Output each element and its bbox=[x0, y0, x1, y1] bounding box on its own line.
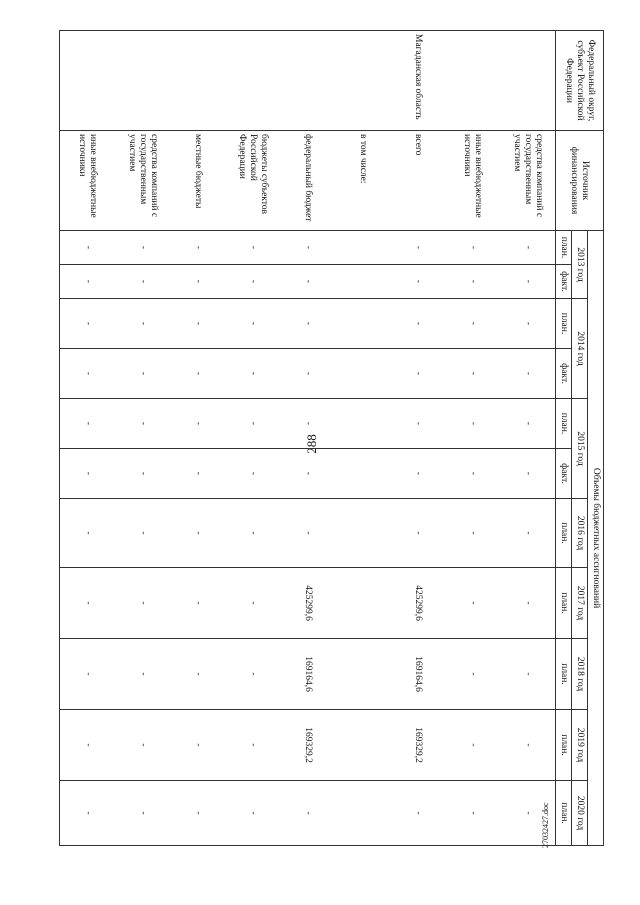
cell-value: - bbox=[225, 399, 280, 449]
cell-value: - bbox=[60, 299, 116, 349]
cell-value: - bbox=[115, 639, 170, 710]
table-row bbox=[445, 31, 500, 846]
cell-region bbox=[500, 31, 556, 131]
cell-value: 169164,6 bbox=[280, 639, 335, 710]
cell-value bbox=[335, 299, 390, 349]
cell-source: федеральный бюджет bbox=[280, 131, 335, 231]
cell-value: - bbox=[390, 231, 445, 265]
header-2014-plan: план. bbox=[556, 299, 572, 349]
cell-source: средства компаний с государственным участием bbox=[115, 131, 170, 231]
page-number: 288 bbox=[304, 434, 319, 454]
header-source: Источник финансирования bbox=[556, 131, 604, 231]
cell-value: - bbox=[500, 568, 556, 639]
cell-value: - bbox=[115, 499, 170, 568]
cell-value: - bbox=[280, 449, 335, 499]
cell-value: - bbox=[60, 265, 116, 299]
cell-value bbox=[335, 499, 390, 568]
cell-region bbox=[170, 31, 225, 131]
cell-region bbox=[115, 31, 170, 131]
cell-value: - bbox=[500, 710, 556, 781]
cell-source: иные внебюджетные источники bbox=[445, 131, 500, 231]
footer-doc-id: 27032427.doc bbox=[541, 802, 550, 848]
cell-value bbox=[335, 399, 390, 449]
cell-value: - bbox=[225, 499, 280, 568]
cell-value: - bbox=[390, 781, 445, 846]
cell-value: - bbox=[170, 299, 225, 349]
cell-value: - bbox=[115, 231, 170, 265]
cell-value: - bbox=[115, 781, 170, 846]
cell-value: - bbox=[280, 499, 335, 568]
cell-value: - bbox=[170, 639, 225, 710]
cell-value: - bbox=[115, 299, 170, 349]
header-year-2014: 2014 год bbox=[572, 299, 588, 399]
header-year-2018: 2018 год bbox=[572, 639, 588, 710]
header-year-2015: 2015 год bbox=[572, 399, 588, 499]
header-2020-plan: план. bbox=[556, 781, 572, 846]
cell-value: - bbox=[280, 399, 335, 449]
cell-source: местные бюджеты bbox=[170, 131, 225, 231]
cell-source: иные внебюджетные источники bbox=[60, 131, 116, 231]
cell-value: - bbox=[60, 781, 116, 846]
cell-value: - bbox=[445, 299, 500, 349]
cell-value: - bbox=[115, 399, 170, 449]
cell-value bbox=[335, 639, 390, 710]
header-2013-plan: план. bbox=[556, 231, 572, 265]
cell-value: - bbox=[390, 399, 445, 449]
cell-value: - bbox=[170, 710, 225, 781]
cell-value: - bbox=[280, 781, 335, 846]
cell-region bbox=[335, 31, 390, 131]
cell-value: - bbox=[170, 265, 225, 299]
table-row bbox=[170, 31, 225, 846]
header-2014-fact: факт. bbox=[556, 349, 572, 399]
cell-value: - bbox=[60, 449, 116, 499]
cell-value: - bbox=[60, 349, 116, 399]
cell-value: - bbox=[115, 710, 170, 781]
header-year-2019: 2019 год bbox=[572, 710, 588, 781]
cell-value: - bbox=[445, 710, 500, 781]
cell-value: - bbox=[115, 265, 170, 299]
cell-value: 425299,6 bbox=[280, 568, 335, 639]
cell-value: - bbox=[60, 710, 116, 781]
cell-value: - bbox=[115, 449, 170, 499]
budget-table bbox=[59, 30, 604, 846]
table-row bbox=[115, 31, 170, 846]
cell-value: - bbox=[170, 499, 225, 568]
table-row bbox=[335, 31, 390, 846]
cell-value: - bbox=[280, 231, 335, 265]
cell-value: - bbox=[60, 231, 116, 265]
cell-value: - bbox=[60, 639, 116, 710]
cell-value bbox=[335, 349, 390, 399]
header-year-2013: 2013 год bbox=[572, 231, 588, 299]
cell-value: - bbox=[115, 568, 170, 639]
cell-value: - bbox=[445, 349, 500, 399]
cell-value: - bbox=[280, 349, 335, 399]
header-2013-fact: факт. bbox=[556, 265, 572, 299]
cell-region bbox=[280, 31, 335, 131]
cell-value: - bbox=[390, 499, 445, 568]
cell-value: - bbox=[170, 399, 225, 449]
cell-value: - bbox=[445, 399, 500, 449]
cell-value: 425299,6 bbox=[390, 568, 445, 639]
cell-value bbox=[335, 231, 390, 265]
table-row bbox=[500, 31, 556, 846]
cell-value: - bbox=[445, 499, 500, 568]
cell-value: - bbox=[115, 349, 170, 399]
cell-value: - bbox=[390, 349, 445, 399]
header-2015-fact: факт. bbox=[556, 449, 572, 499]
header-2015-plan: план. bbox=[556, 399, 572, 449]
header-year-2016: 2016 год bbox=[572, 499, 588, 568]
cell-value: - bbox=[500, 449, 556, 499]
cell-value: - bbox=[280, 265, 335, 299]
cell-value: - bbox=[500, 781, 556, 846]
cell-value: - bbox=[280, 299, 335, 349]
cell-value: 169164,6 bbox=[390, 639, 445, 710]
cell-value: - bbox=[170, 349, 225, 399]
cell-value bbox=[335, 449, 390, 499]
header-2019-plan: план. bbox=[556, 710, 572, 781]
cell-source: бюджеты субъектов Российской Федерации bbox=[225, 131, 280, 231]
cell-source: средства компаний с государственным участием bbox=[500, 131, 556, 231]
cell-value: - bbox=[500, 399, 556, 449]
table-row bbox=[280, 31, 335, 846]
cell-value: - bbox=[225, 710, 280, 781]
cell-value: - bbox=[500, 639, 556, 710]
cell-value: - bbox=[500, 299, 556, 349]
cell-value: - bbox=[500, 349, 556, 399]
header-row-1 bbox=[588, 31, 604, 846]
cell-region bbox=[225, 31, 280, 131]
cell-value: - bbox=[225, 299, 280, 349]
table-row bbox=[60, 31, 116, 846]
cell-value: - bbox=[390, 449, 445, 499]
cell-value: - bbox=[60, 499, 116, 568]
cell-value: - bbox=[445, 231, 500, 265]
cell-value: - bbox=[225, 639, 280, 710]
cell-value: 169329,2 bbox=[280, 710, 335, 781]
cell-value: - bbox=[445, 639, 500, 710]
cell-value bbox=[335, 781, 390, 846]
cell-value: - bbox=[60, 399, 116, 449]
header-region: Федеральный округ, субъект Российской Федерации bbox=[556, 31, 604, 131]
cell-value: - bbox=[225, 781, 280, 846]
cell-value: - bbox=[390, 265, 445, 299]
cell-value: - bbox=[225, 349, 280, 399]
cell-region bbox=[60, 31, 116, 131]
cell-value: - bbox=[390, 299, 445, 349]
cell-value: - bbox=[225, 449, 280, 499]
cell-value: - bbox=[170, 449, 225, 499]
cell-region: Магаданская область bbox=[390, 31, 445, 131]
cell-value: - bbox=[500, 265, 556, 299]
cell-value: - bbox=[60, 568, 116, 639]
cell-value bbox=[335, 568, 390, 639]
cell-value: - bbox=[170, 568, 225, 639]
cell-value: - bbox=[170, 231, 225, 265]
cell-value bbox=[335, 265, 390, 299]
cell-value: - bbox=[445, 781, 500, 846]
cell-source: всего bbox=[390, 131, 445, 231]
table-row bbox=[225, 31, 280, 846]
cell-value: - bbox=[445, 449, 500, 499]
header-2016-plan: план. bbox=[556, 499, 572, 568]
rotated-table-container bbox=[59, 30, 604, 845]
header-year-2020: 2020 год bbox=[572, 781, 588, 846]
header-2017-plan: план. bbox=[556, 568, 572, 639]
header-2018-plan: план. bbox=[556, 639, 572, 710]
header-year-2017: 2017 год bbox=[572, 568, 588, 639]
cell-value: - bbox=[445, 265, 500, 299]
cell-value: - bbox=[225, 265, 280, 299]
cell-value: - bbox=[225, 568, 280, 639]
cell-value: - bbox=[500, 499, 556, 568]
cell-value bbox=[335, 710, 390, 781]
header-volumes: Объемы бюджетных ассигнований bbox=[588, 231, 604, 846]
cell-region bbox=[445, 31, 500, 131]
cell-value: - bbox=[170, 781, 225, 846]
cell-value: 169329,2 bbox=[390, 710, 445, 781]
cell-value: - bbox=[500, 231, 556, 265]
cell-value: - bbox=[225, 231, 280, 265]
table-row bbox=[390, 31, 445, 846]
cell-value: - bbox=[445, 568, 500, 639]
cell-source: в том числе: bbox=[335, 131, 390, 231]
